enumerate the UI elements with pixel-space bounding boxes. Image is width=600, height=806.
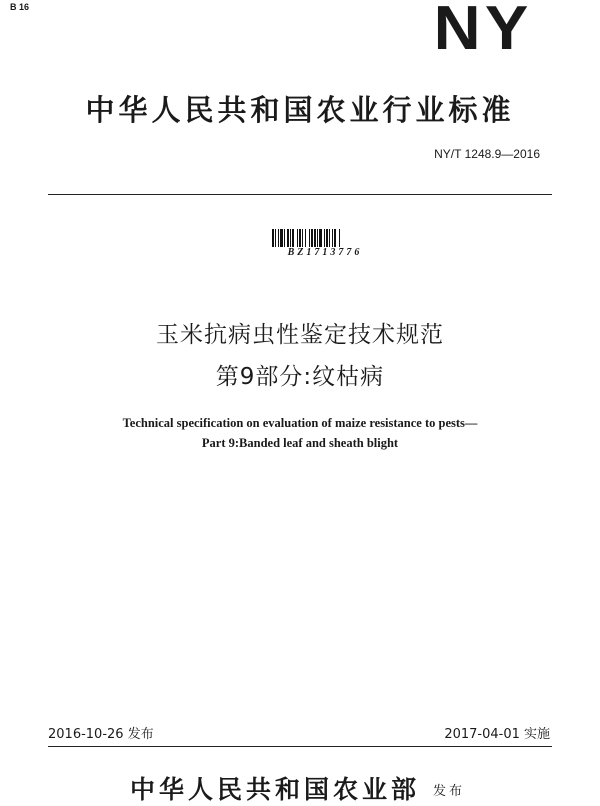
- title-en-line2: Part 9:Banded leaf and sheath blight: [201, 436, 399, 450]
- bottom-divider: [48, 746, 552, 747]
- issuer: 中华人民共和国农业部: [130, 775, 421, 804]
- ics-code: B 16: [10, 2, 30, 12]
- barcode-number: BZ1713776: [287, 247, 363, 258]
- issue-date: 2016-10-26 发布: [48, 727, 154, 742]
- barcode-icon: [272, 229, 378, 247]
- title-cn-line2: 第9部分:纹枯病: [215, 364, 385, 390]
- ny-logo: NY: [433, 0, 533, 63]
- title-en-line1: Technical specification on evaluation of maize resistance to pests—: [122, 416, 478, 430]
- title-cn-line1: 玉米抗病虫性鉴定技术规范: [156, 322, 444, 348]
- top-divider: [48, 194, 552, 195]
- issue-label: 发布: [433, 784, 466, 799]
- implementation-date: 2017-04-01 实施: [444, 727, 550, 742]
- standard-number: NY/T 1248.9—2016: [434, 147, 540, 161]
- standard-category: 中华人民共和国农业行业标准: [85, 93, 515, 127]
